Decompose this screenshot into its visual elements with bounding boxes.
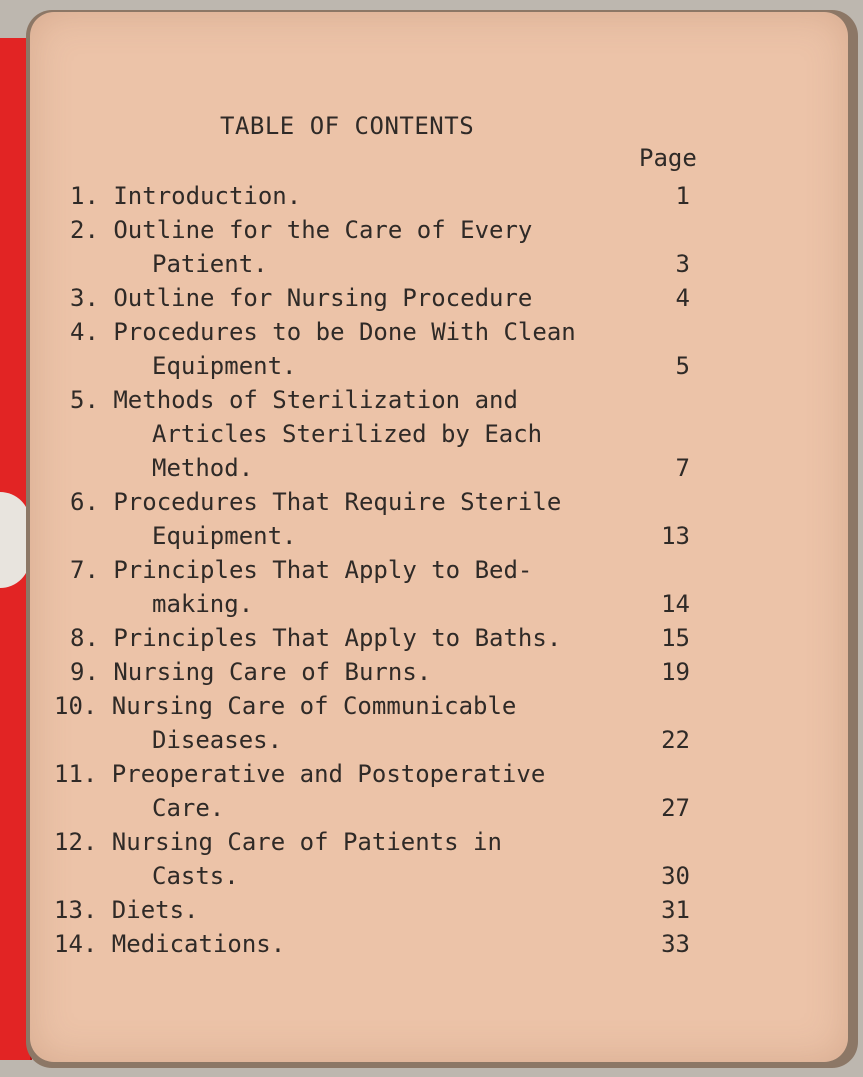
toc-entry-continuation: Articles Sterilized by Each — [152, 420, 543, 448]
toc-entry-page-number: 14 — [661, 590, 690, 618]
toc-entry-page-number: 15 — [661, 624, 690, 652]
toc-entry-continuation: Equipment. — [152, 352, 297, 380]
toc-entry-page-number: 13 — [661, 522, 690, 550]
toc-entry-page-number: 3 — [675, 250, 690, 278]
toc-entry-title: 2. Outline for the Care of Every — [70, 216, 533, 244]
toc-entry-page-number: 27 — [661, 794, 690, 822]
toc-entry-title: 3. Outline for Nursing Procedure — [70, 284, 533, 312]
toc-entry-continuation: Diseases. — [152, 726, 283, 754]
toc-entry-continuation: Care. — [152, 794, 225, 822]
toc-entry-page-number: 22 — [661, 726, 690, 754]
toc-entry-title: 12. Nursing Care of Patients in — [54, 828, 502, 856]
toc-entry-title: 10. Nursing Care of Communicable — [54, 692, 517, 720]
page-column-label: Page — [639, 144, 697, 172]
toc-entry-title: 13. Diets. — [54, 896, 199, 924]
toc-entry-title: 6. Procedures That Require Sterile — [70, 488, 562, 516]
toc-entry-page-number: 33 — [661, 930, 690, 958]
booklet-page — [30, 12, 848, 1062]
toc-entry-page-number: 1 — [675, 182, 690, 210]
toc-entry-title: 1. Introduction. — [70, 182, 302, 210]
toc-entry-page-number: 5 — [675, 352, 690, 380]
toc-entry-title: 5. Methods of Sterilization and — [70, 386, 518, 414]
toc-entry-continuation: Equipment. — [152, 522, 297, 550]
toc-entry-page-number: 19 — [661, 658, 690, 686]
toc-list — [30, 12, 848, 1062]
page-title: TABLE OF CONTENTS — [220, 112, 475, 140]
toc-entry-title: 9. Nursing Care of Burns. — [70, 658, 432, 686]
toc-entry-title: 14. Medications. — [54, 930, 286, 958]
toc-entry-title: 8. Principles That Apply to Baths. — [70, 624, 562, 652]
toc-entry-continuation: making. — [152, 590, 254, 618]
toc-entry-title: 4. Procedures to be Done With Clean — [70, 318, 576, 346]
toc-entry-continuation: Casts. — [152, 862, 239, 890]
toc-entry-page-number: 31 — [661, 896, 690, 924]
toc-entry-page-number: 30 — [661, 862, 690, 890]
toc-entry-page-number: 7 — [675, 454, 690, 482]
toc-entry-continuation: Patient. — [152, 250, 268, 278]
toc-entry-title: 7. Principles That Apply to Bed- — [70, 556, 533, 584]
toc-entry-page-number: 4 — [675, 284, 690, 312]
toc-entry-continuation: Method. — [152, 454, 254, 482]
toc-entry-title: 11. Preoperative and Postoperative — [54, 760, 546, 788]
